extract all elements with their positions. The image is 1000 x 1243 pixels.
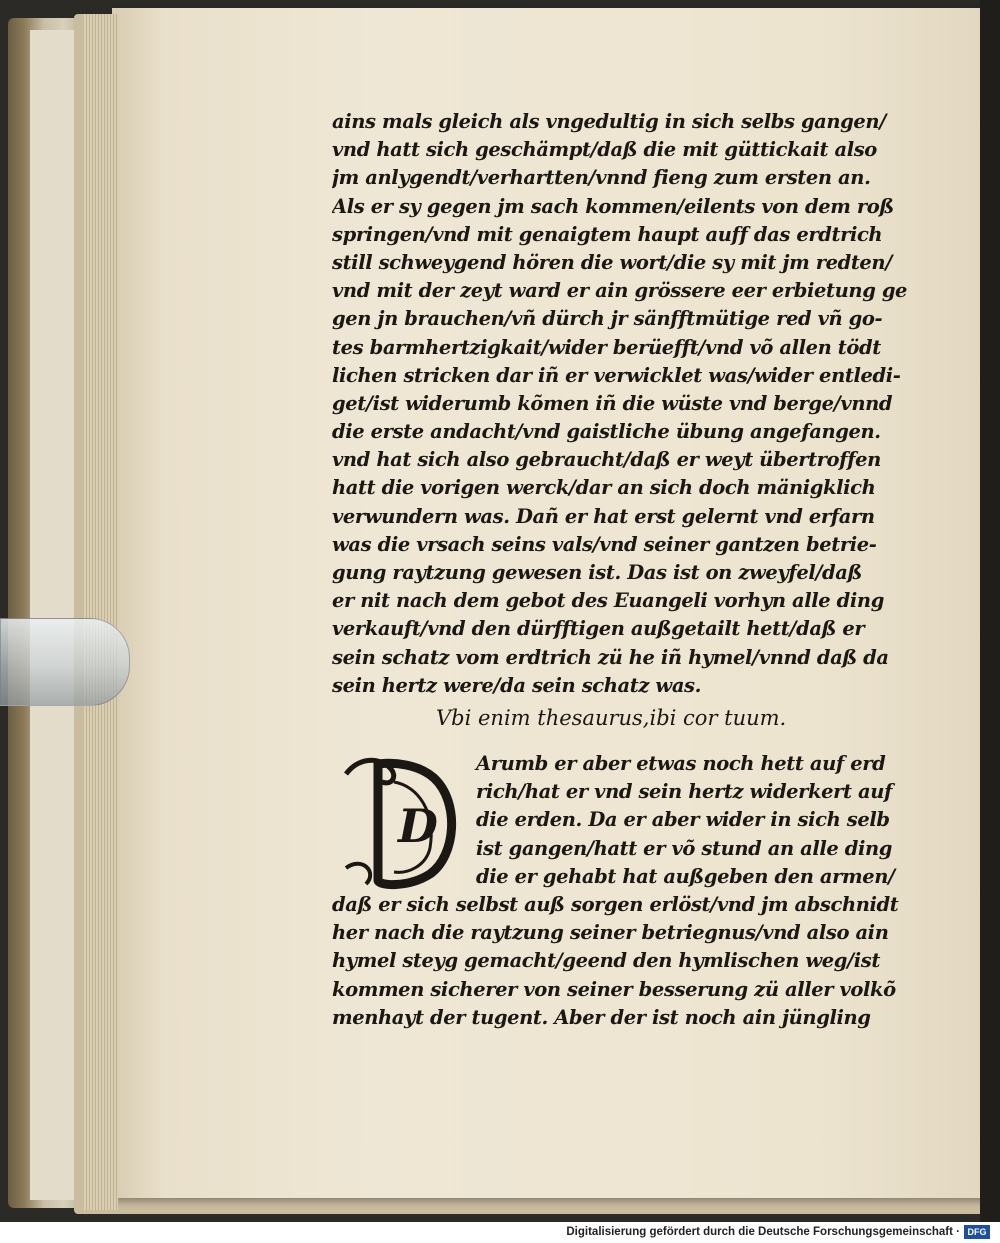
text-line: lichen stricken dar iñ er verwicklet was/wider entledi- bbox=[332, 363, 901, 387]
text-line: vnd hatt sich geschämpt/daß die mit güttickait also bbox=[332, 138, 877, 162]
text-line: ist gangen/hatt er võ stund an alle ding bbox=[476, 836, 893, 860]
text-line: verwundern was. Dañ er hat erst gelernt vnd erfarn bbox=[332, 504, 875, 528]
text-line: her nach die raytzung seiner betriegnus/vnd also ain bbox=[332, 921, 889, 945]
second-paragraph bbox=[332, 750, 908, 1032]
text-line: menhayt der tugent. Aber der ist noch ain jüngling bbox=[332, 1005, 871, 1029]
text-line: sein schatz vom erdtrich zü he iñ hymel/vnnd daß da bbox=[332, 645, 889, 669]
plastic-bookmark bbox=[0, 618, 130, 706]
text-line: die erden. Da er aber wider in sich selb bbox=[476, 808, 890, 832]
text-line: tes barmhertzigkait/wider berüefft/vnd võ allen tödt bbox=[332, 335, 881, 359]
text-line: die erste andacht/vnd gaistliche übung angefangen. bbox=[332, 420, 881, 444]
text-line: hymel steyg gemacht/geend den hymlischen weg/ist bbox=[332, 949, 880, 973]
text-line: was die vrsach seins vals/vnd seiner gantzen betrie- bbox=[332, 532, 877, 556]
book-endpaper bbox=[30, 30, 78, 1200]
text-line: jm anlygendt/verhartten/vnnd fieng zum ersten an. bbox=[332, 166, 871, 190]
text-line: kommen sicherer von seiner besserung zü aller volkõ bbox=[332, 977, 896, 1001]
main-text-block bbox=[332, 108, 908, 700]
text-line: Arumb er aber etwas noch hett auf erd bbox=[476, 752, 886, 775]
text-line: die er gehabt hat außgeben den armen/ bbox=[476, 864, 895, 888]
page-stack bbox=[84, 14, 118, 1210]
text-line: gung raytzung gewesen ist. Das ist on zweyfel/daß bbox=[332, 561, 862, 584]
text-line: gen jn brauchen/vñ dürch jr sänfftmütige red vñ go- bbox=[332, 307, 883, 331]
text-line: vnd hat sich also gebraucht/daß er weyt übertroffen bbox=[332, 448, 881, 472]
text-line: daß er sich selbst auß sorgen erlöst/vnd jm abschnidt bbox=[332, 892, 899, 916]
text-line: sein hertz were/da sein schatz was. bbox=[332, 673, 702, 697]
text-line: verkauft/vnd den dürfftigen außgetailt hett/daß er bbox=[332, 617, 865, 641]
latin-heading: Vbi enim thesaurus,ibi cor tuum. bbox=[436, 706, 787, 730]
initial-letter-glyph: D bbox=[398, 799, 438, 853]
footer-credit: Digitalisierung gefördert durch die Deutsche Forschungsgemeinschaft · bbox=[566, 1226, 960, 1238]
text-line: springen/vnd mit genaigtem haupt auff das erdtrich bbox=[332, 222, 883, 246]
text-line: er nit nach dem gebot des Euangeli vorhyn alle ding bbox=[332, 589, 884, 613]
text-line: get/ist widerumb kõmen iñ die wüste vnd berge/vnnd bbox=[332, 391, 893, 415]
text-line: still schweygend hören die wort/die sy mit jm redten/ bbox=[332, 250, 892, 274]
text-line: vnd mit der zeyt ward er ain grössere eer erbietung ge bbox=[332, 279, 908, 303]
dfg-logo: DFG bbox=[964, 1225, 990, 1239]
text-line: rich/hat er vnd sein hertz widerkert auf bbox=[476, 780, 893, 804]
text-line: Als er sy gegen jm sach kommen/eilents von dem roß bbox=[332, 194, 894, 218]
text-line: hatt die vorigen werck/dar an sich doch mänigklich bbox=[332, 476, 876, 500]
scan-right-edge bbox=[980, 0, 1000, 1222]
text-line: ains mals gleich als vngedultig in sich selbs gangen/ bbox=[332, 110, 886, 133]
